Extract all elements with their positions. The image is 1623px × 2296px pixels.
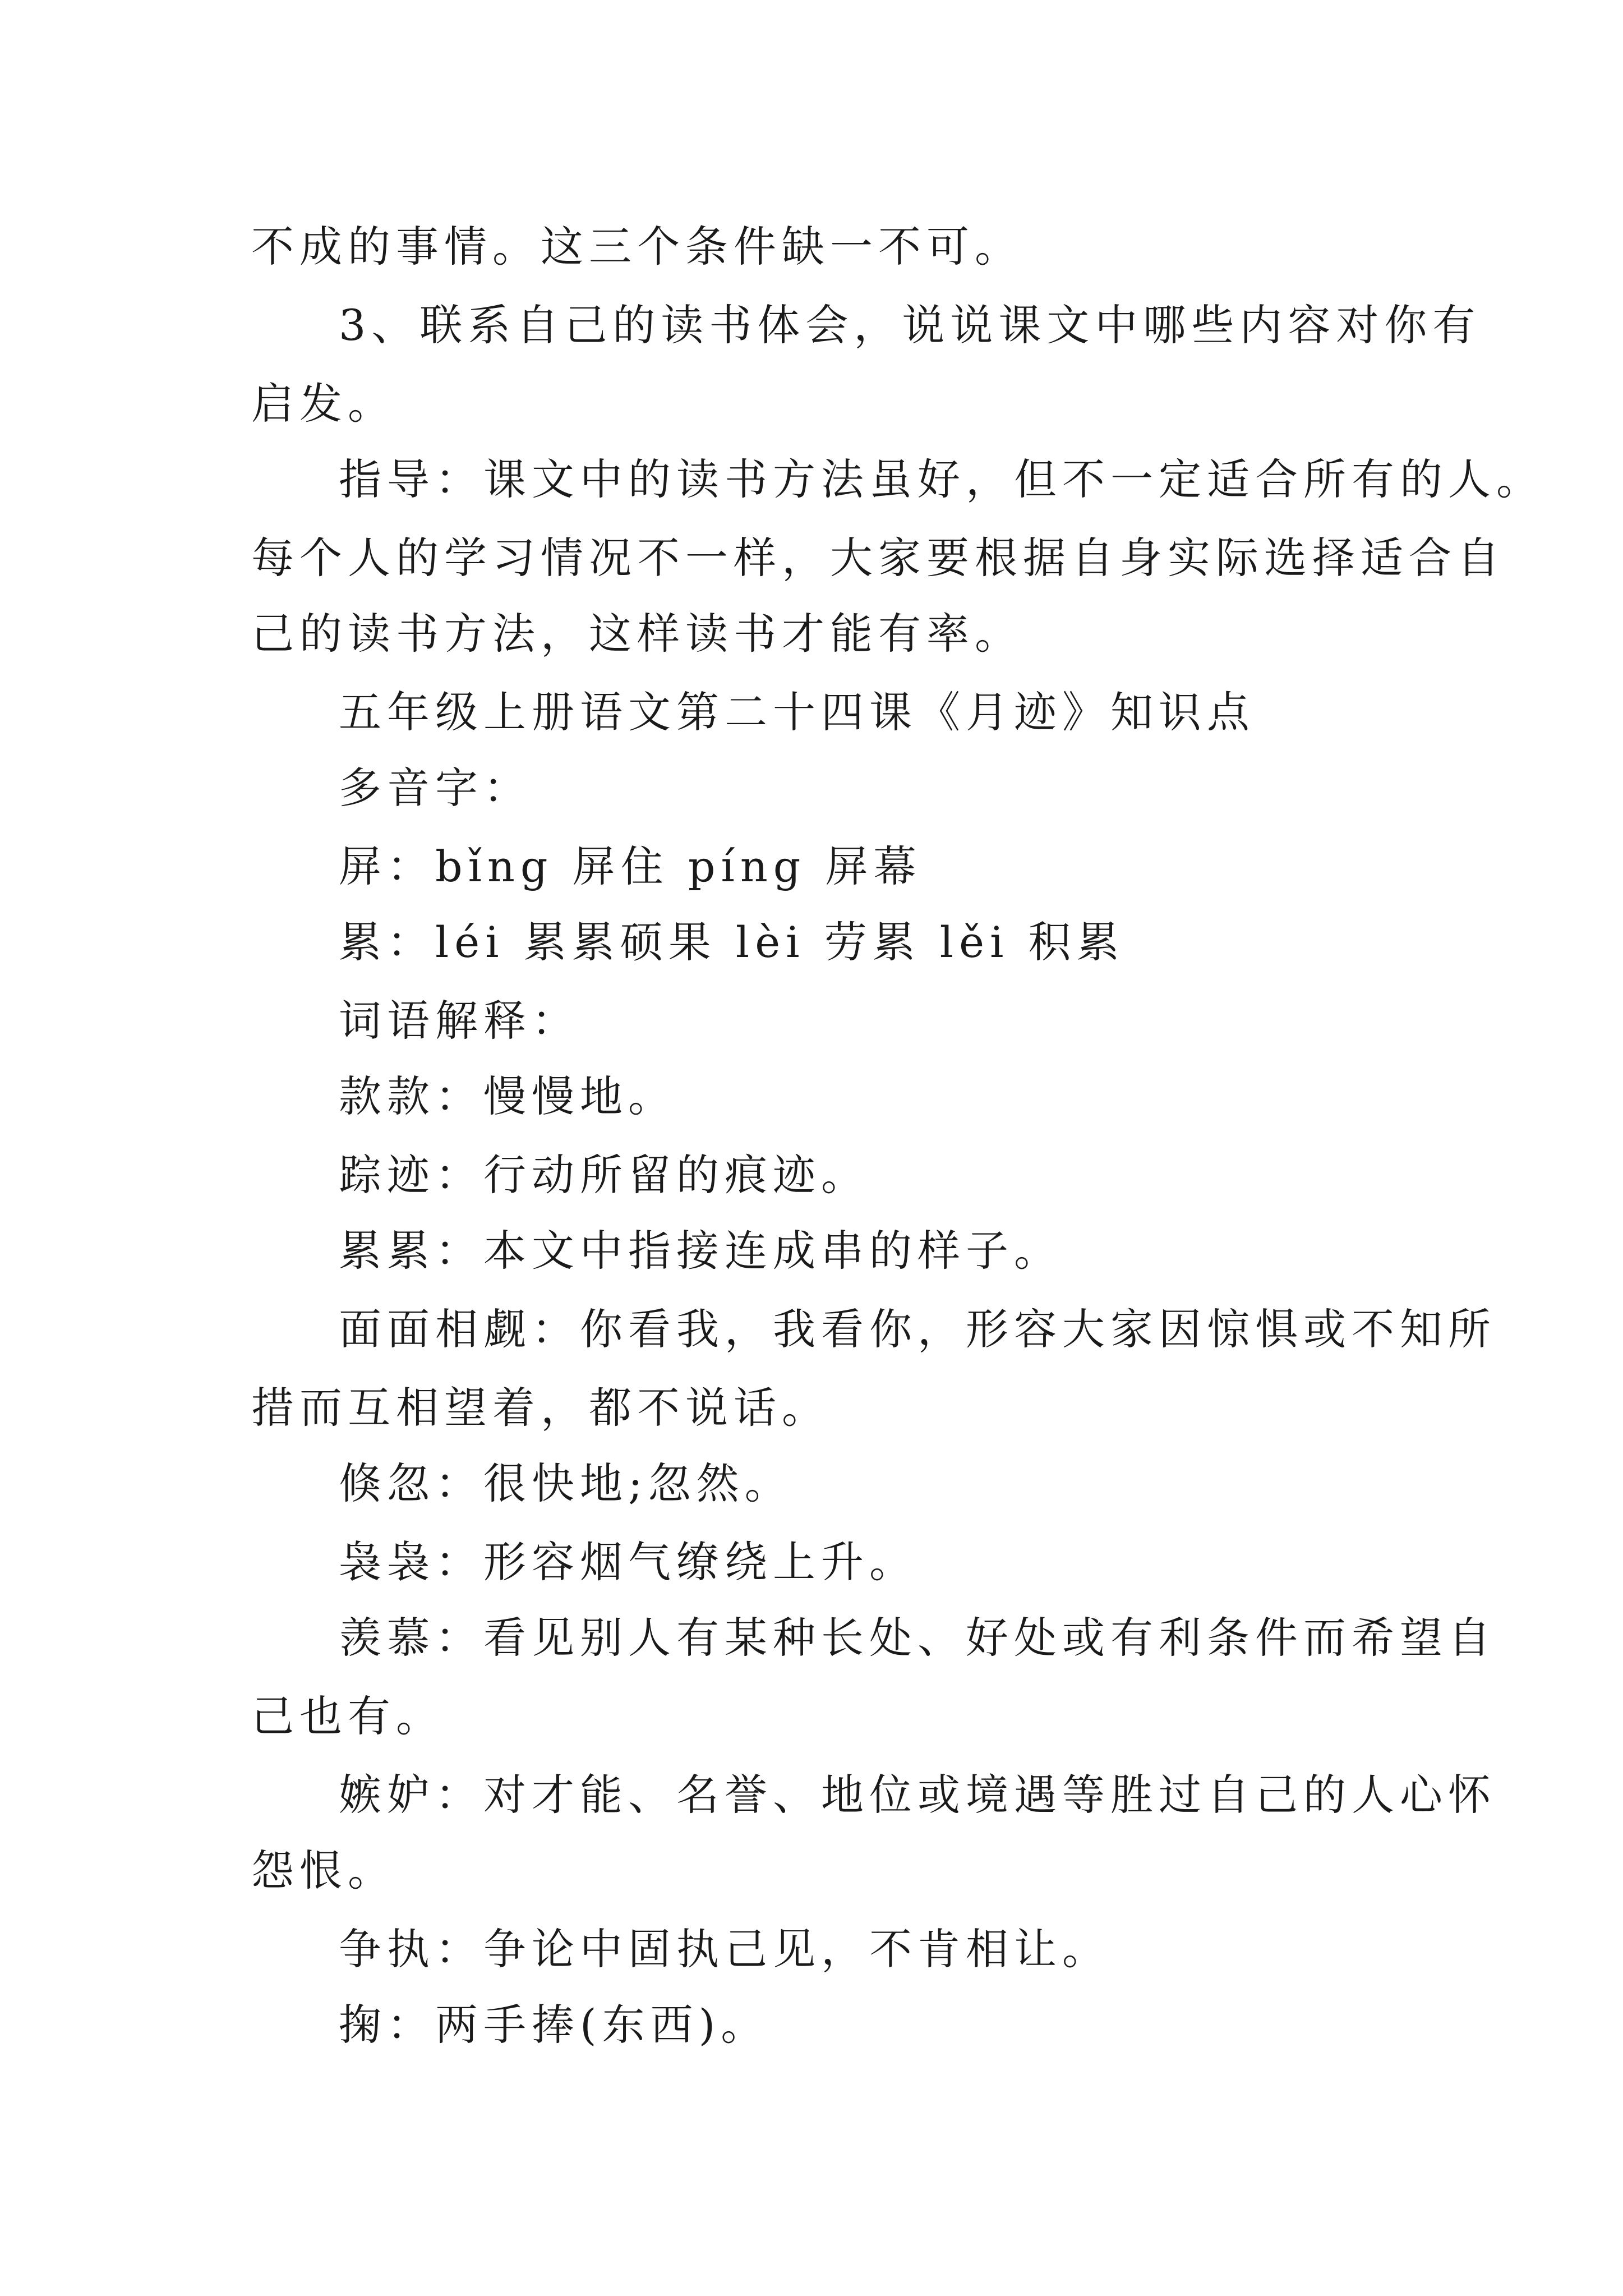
- section-heading: 五年级上册语文第二十四课《月迹》知识点: [339, 687, 1255, 737]
- text-line: 措而互相望着，都不说话。: [251, 1383, 830, 1433]
- subheading-polyphonic: 多音字：: [339, 763, 532, 813]
- subheading-vocabulary: 词语解释：: [339, 996, 580, 1046]
- text-line: 不成的事情。这三个条件缺一不可。: [251, 222, 1023, 272]
- text-line: 启发。: [251, 379, 396, 429]
- text-line: 累：léi 累累硕果 lèi 劳累 lěi 积累: [339, 917, 1125, 967]
- text-line: 己也有。: [251, 1691, 444, 1741]
- text-line: 款款：慢慢地。: [339, 1071, 676, 1121]
- text-line: 袅袅：形容烟气缭绕上升。: [339, 1537, 917, 1587]
- text-line: 每个人的学习情况不一样，大家要根据自身实际选择适合自: [251, 533, 1505, 583]
- text-line: 指导：课文中的读书方法虽好，但不一定适合所有的人。: [339, 454, 1544, 504]
- text-line: 怨恨。: [251, 1846, 396, 1895]
- text-line: 面面相觑：你看我，我看你，形容大家因惊惧或不知所: [339, 1304, 1496, 1354]
- text-line: 3、联系自己的读书体会，说说课文中哪些内容对你有: [339, 300, 1481, 350]
- text-line: 累累：本文中指接连成串的样子。: [339, 1226, 1062, 1276]
- text-line: 踪迹：行动所留的痕迹。: [339, 1150, 869, 1200]
- text-line: 己的读书方法，这样读书才能有率。: [251, 609, 1023, 659]
- text-line: 掬：两手捧(东西)。: [339, 2000, 769, 2050]
- text-line: 倏忽：很快地;忽然。: [339, 1458, 793, 1508]
- text-line: 嫉妒：对才能、名誉、地位或境遇等胜过自己的人心怀: [339, 1770, 1496, 1820]
- text-line: 屏：bǐng 屏住 píng 屏幕: [339, 841, 922, 891]
- text-line: 争执：争论中固执己见，不肯相让。: [339, 1924, 1110, 1974]
- text-line: 羡慕：看见别人有某种长处、好处或有利条件而希望自: [339, 1613, 1496, 1663]
